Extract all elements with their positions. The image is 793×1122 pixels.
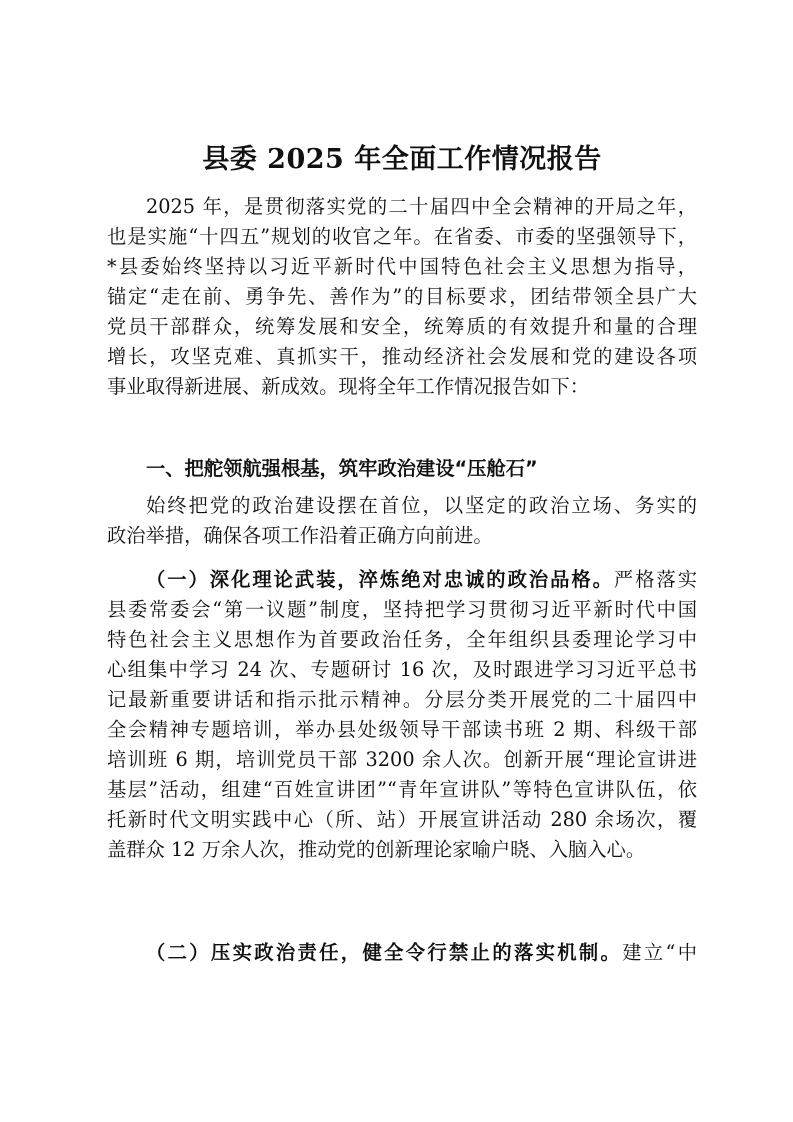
subsection2-lead: （二）压实政治责任，健全令行禁止的落实机制。: [146, 941, 623, 964]
subsection1-line: 基层”活动，组建“百姓宣讲团”“青年宣讲队”等特色宣讲队伍，依: [107, 778, 697, 801]
intro-line: 事业取得新进展、新成效。现将全年工作情况报告如下：: [107, 375, 590, 398]
intro-line: 增长，攻坚克难、真抓实干，推动经济社会发展和党的建设各项: [107, 345, 697, 368]
subsection1-first-rest: 严格落实: [613, 568, 698, 591]
subsection2-paragraph: [107, 938, 697, 968]
intro-line: 党员干部群众，统筹发展和安全，统筹质的有效提升和量的合理: [107, 315, 697, 338]
subsection1-line: 培训班 6 期，培训党员干部 3200 余人次。创新开展“理论宣讲进: [107, 748, 697, 771]
intro-line: 2025 年，是贯彻落实党的二十届四中全会精神的开局之年，: [146, 195, 697, 218]
subsection1-lead: （一）深化理论武装，淬炼绝对忠诚的政治品格。: [146, 568, 614, 591]
section1-paragraph: [107, 491, 697, 551]
intro-line: 也是实施“十四五”规划的收官之年。在省委、市委的坚强领导下，: [107, 225, 697, 248]
document-title: 县委 2025 年全面工作情况报告: [202, 144, 602, 175]
subsection1-line: 心组集中学习 24 次、专题研讨 16 次，及时跟进学习习近平总书: [107, 658, 697, 681]
subsection2-first-rest: 建立“中: [622, 941, 697, 964]
section1-line: 政治举措，确保各项工作沿着正确方向前进。: [107, 524, 493, 547]
subsection1-line: 盖群众 12 万余人次，推动党的创新理论家喻户晓、入脑入心。: [107, 838, 646, 861]
intro-line: *县委始终坚持以习近平新时代中国特色社会主义思想为指导，: [107, 255, 697, 278]
subsection1-line: 特色社会主义思想作为首要政治任务，全年组织县委理论学习中: [107, 628, 697, 651]
subsection1-first-line: [107, 565, 697, 595]
intro-paragraph: [107, 192, 697, 402]
section1-line: 始终把党的政治建设摆在首位，以坚定的政治立场、务实的: [146, 494, 697, 517]
subsection1-line: 全会精神专题培训，举办县处级领导干部读书班 2 期、科级干部: [107, 718, 697, 741]
subsection1-paragraph: [107, 565, 697, 865]
subsection1-line: 记最新重要讲话和指示批示精神。分层分类开展党的二十届四中: [107, 688, 697, 711]
subsection1-line: 托新时代文明实践中心（所、站）开展宣讲活动 280 余场次，覆: [107, 808, 697, 831]
intro-line: 锚定“走在前、勇争先、善作为”的目标要求，团结带领全县广大: [107, 285, 697, 308]
section-heading: 一、把舵领航强根基，筑牢政治建设“压舱石”: [146, 457, 538, 480]
subsection1-line: 县委常委会“第一议题”制度，坚持把学习贯彻习近平新时代中国: [107, 598, 697, 621]
subsection2-first-line: [107, 938, 697, 968]
